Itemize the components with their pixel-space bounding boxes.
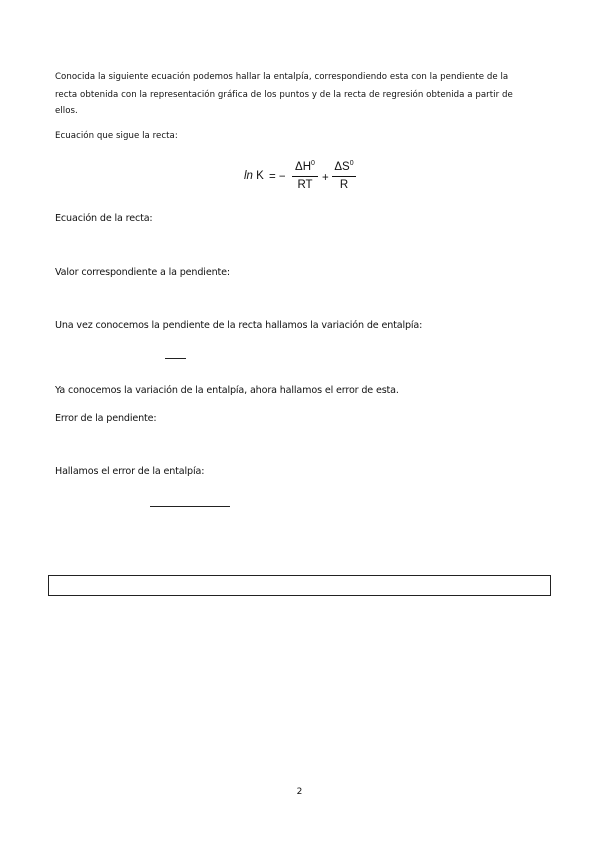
enthalpy-numerator: $\Delta H^0$ xyxy=(295,160,315,173)
equation-lhs xyxy=(244,170,264,182)
entropy-denominator: R xyxy=(339,178,349,191)
k-symbol: K xyxy=(256,170,264,182)
ln-symbol: ln xyxy=(244,170,253,182)
enthalpy-error-intro: Ya conocemos la variación de la entalpía, ahora hallamos el error de esta. xyxy=(55,385,399,396)
enthalpy-error-label: Hallamos el error de la entalpía: xyxy=(55,466,205,477)
intro-line-2: recta obtenida con la representación gráfica de los puntos y de la recta de regresión obtenida a partir de xyxy=(55,90,513,100)
line-equation-label: Ecuación de la recta: xyxy=(55,213,153,224)
van-t-hoff-equation xyxy=(244,160,364,194)
equals-minus-sign: = − xyxy=(269,171,286,183)
plus-sign: + xyxy=(322,172,329,184)
enthalpy-fraction-bar xyxy=(292,176,318,177)
entropy-numerator: $\Delta S^0$ xyxy=(334,160,354,173)
slope-error-label: Error de la pendiente: xyxy=(55,413,157,424)
entropy-fraction xyxy=(332,160,356,191)
equation-intro: Ecuación que sigue la recta: xyxy=(55,131,178,141)
slope-value-label: Valor correspondiente a la pendiente: xyxy=(55,267,230,278)
result-box xyxy=(48,575,551,596)
enthalpy-degree: 0 xyxy=(311,160,315,167)
intro-line-3: ellos. xyxy=(55,106,78,116)
enthalpy-text: Una vez conocemos la pendiente de la recta hallamos la variación de entalpía: xyxy=(55,320,423,331)
enthalpy-error-rule xyxy=(150,506,230,507)
enthalpy-result-rule xyxy=(165,358,186,359)
enthalpy-denominator: RT xyxy=(297,178,313,191)
intro-line-1: Conocida la siguiente ecuación podemos hallar la entalpía, correspondiendo esta con la pendiente de la xyxy=(55,72,509,82)
page-number: 2 xyxy=(296,787,303,797)
enthalpy-fraction xyxy=(292,160,318,191)
entropy-fraction-bar xyxy=(332,176,356,177)
entropy-degree: 0 xyxy=(349,160,354,167)
